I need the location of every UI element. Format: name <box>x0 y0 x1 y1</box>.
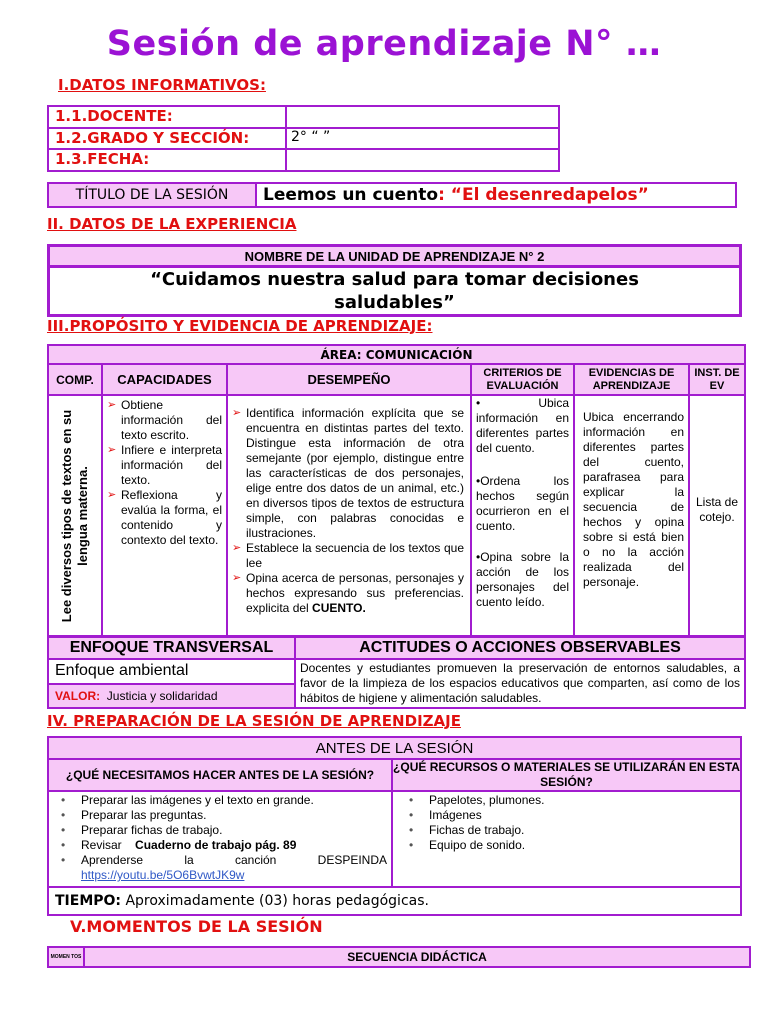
header-instrumento: INST. DE EV <box>689 364 745 395</box>
titulo-table <box>47 182 737 208</box>
recurso-item: • Fichas de trabajo. <box>397 823 736 838</box>
desempeno-item: ➢ Establece la secuencia de los textos que lee <box>232 541 464 571</box>
hacer-cell <box>48 791 392 887</box>
unidad-label: NOMBRE DE LA UNIDAD DE APRENDIZAJE N° 2 <box>49 246 741 267</box>
desempeno-item: ➢ Identifica información explícita que se encuentra en distintas partes del texto. Distingue esta información de otra semejante (por ejemplo, distingue entre las características de dos personajes, elige entre dos datos de un animal, etc.) en diversos tipos de textos de estructura simple, con palabras conocidas e ilustraciones. <box>232 406 464 541</box>
valor-cell: VALOR: Justicia y solidaridad <box>48 684 295 709</box>
capacidades-list <box>107 398 222 548</box>
section-2-heading: II. DATOS DE LA EXPERIENCIA <box>47 215 297 233</box>
capacidad-item: ➢ Infiere e interpreta información del texto. <box>107 443 222 488</box>
unidad-table <box>47 244 742 317</box>
secuencia-label: SECUENCIA DIDÁCTICA <box>84 947 750 967</box>
section-4-heading: IV. PREPARACIÓN DE LA SESIÓN DE APRENDIZAJE <box>47 712 461 730</box>
evidencia-cell: Ubica encerrando información en diferentes partes del cuento, parafrasea para explicar la secuencia de hechos y opina sobre si está bien o no la acción realizada del personaje. <box>574 395 689 636</box>
desempeno-list <box>232 406 464 616</box>
criterio-item: • Ubica información en diferentes partes del cuento. <box>476 396 569 455</box>
actitudes-value: Docentes y estudiantes promueven la preservación de entornos saludables, a favor de la limpieza de los espacios educativos que comparten, así como de los hábitos de higiene y alimentación saludables. <box>295 659 745 708</box>
actitudes-header: ACTITUDES O ACCIONES OBSERVABLES <box>295 637 745 659</box>
desempeno-item: ➢ Opina acerca de personas, personajes y hechos expresando sus preferencias. explicita del CUENTO. <box>232 571 464 616</box>
hacer-list <box>49 793 387 868</box>
titulo-value: Leemos un cuento: “El desenredapelos” <box>256 183 736 207</box>
criterio-item: •Ordena los hechos según ocurrieron en el cuento. <box>476 474 569 533</box>
competencia-cell <box>48 395 102 636</box>
recursos-cell <box>392 791 741 887</box>
section-5-heading: V.MOMENTOS DE LA SESIÓN <box>70 917 323 936</box>
hacer-item: • Preparar las preguntas. <box>49 808 387 823</box>
proposito-table <box>47 344 746 637</box>
recurso-item: • Papelotes, plumones. <box>397 793 736 808</box>
hacer-item: • Preparar fichas de trabajo. <box>49 823 387 838</box>
grado-value[interactable]: 2° “ ” <box>286 128 559 149</box>
capacidad-item: ➢ Reflexiona y evalúa la forma, el contenido y contexto del texto. <box>107 488 222 548</box>
enfoque-header: ENFOQUE TRANSVERSAL <box>48 637 295 659</box>
capacidad-item: ➢ Obtiene información del texto escrito. <box>107 398 222 443</box>
antes-header: ANTES DE LA SESIÓN <box>48 737 741 759</box>
docente-label: 1.1.DOCENTE: <box>48 106 286 128</box>
header-capacidades: CAPACIDADES <box>102 364 227 395</box>
section-3-heading: III.PROPÓSITO Y EVIDENCIA DE APRENDIZAJE: <box>47 317 433 335</box>
fecha-value[interactable] <box>286 149 559 171</box>
grado-label: 1.2.GRADO Y SECCIÓN: <box>48 128 286 149</box>
recurso-item: • Equipo de sonido. <box>397 838 736 853</box>
enfoque-table <box>47 636 746 709</box>
header-comp: COMP. <box>48 364 102 395</box>
competencia-text: Lee diversos tipos de textos en su lengua materna. <box>59 409 90 622</box>
tiempo-cell: TIEMPO: Aproximadamente (03) horas pedagógicas. <box>48 887 741 915</box>
titulo-label: TÍTULO DE LA SESIÓN <box>48 183 256 207</box>
criterio-item: •Opina sobre la acción de los personajes del cuento leído. <box>476 550 569 609</box>
hacer-item: • Preparar las imágenes y el texto en grande. <box>49 793 387 808</box>
preparacion-table <box>47 736 742 916</box>
page-title: Sesión de aprendizaje N° … <box>106 24 662 64</box>
header-evidencias: EVIDENCIAS DE APRENDIZAJE <box>574 364 689 395</box>
capacidades-cell <box>102 395 227 636</box>
fecha-label: 1.3.FECHA: <box>48 149 286 171</box>
header-criterios: CRITERIOS DE EVALUACIÓN <box>471 364 574 395</box>
recursos-list <box>393 793 736 853</box>
cancion-link[interactable]: https://youtu.be/5O6BvwtJK9w <box>81 868 245 882</box>
section-1-heading: I.DATOS INFORMATIVOS: <box>58 76 266 94</box>
hacer-item: • Aprenderse la canción DESPEINDA <box>49 853 387 868</box>
recurso-item: • Imágenes <box>397 808 736 823</box>
momentos-label: MOMEN TOS <box>48 947 84 967</box>
q1-header: ¿QUÉ NECESITAMOS HACER ANTES DE LA SESIÓN? <box>48 759 392 791</box>
datos-informativos-table <box>47 105 560 172</box>
hacer-item: • Revisar Cuaderno de trabajo pág. 89 <box>49 838 387 853</box>
instrumento-cell: Lista de cotejo. <box>689 395 745 636</box>
enfoque-value: Enfoque ambiental <box>48 659 295 684</box>
unidad-name: “Cuidamos nuestra salud para tomar decisiones saludables” <box>49 267 741 316</box>
q2-header: ¿QUÉ RECURSOS O MATERIALES SE UTILIZARÁN EN ESTA SESIÓN? <box>393 760 740 789</box>
area-label: ÁREA: COMUNICACIÓN <box>48 345 745 364</box>
momentos-table <box>47 946 751 968</box>
docente-value[interactable] <box>286 106 559 128</box>
criterios-cell <box>471 395 574 636</box>
desempeno-cell <box>227 395 471 636</box>
header-desempeno: DESEMPEÑO <box>227 364 471 395</box>
